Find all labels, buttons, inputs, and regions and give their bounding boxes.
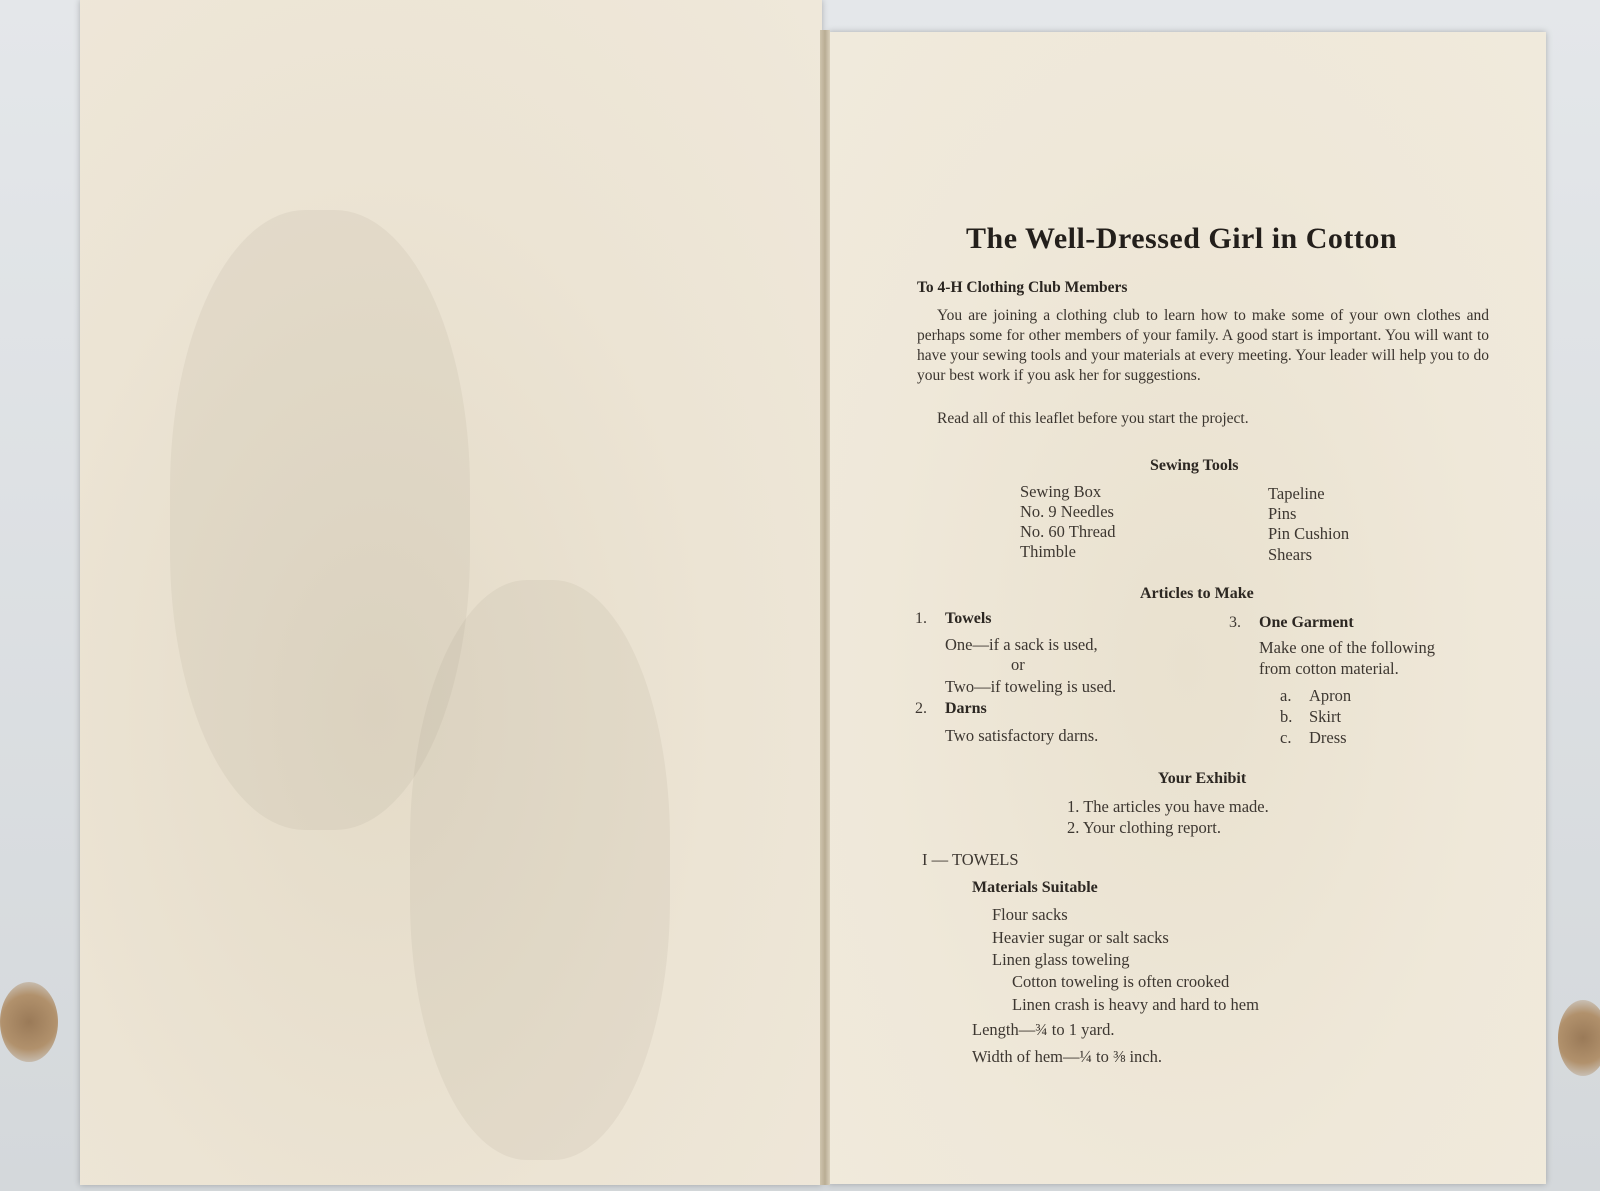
article-title-towels: Towels (945, 610, 992, 627)
article-number: 1. (915, 610, 927, 627)
tool-item-left: Sewing Box (1020, 482, 1102, 501)
garment-option-label: Dress (1309, 728, 1347, 747)
tool-item-left: Thimble (1020, 542, 1076, 561)
garment-option-label: Skirt (1309, 707, 1342, 726)
garment-option-letter: c. (1280, 728, 1292, 747)
exhibit-item: 1. The articles you have made. (1067, 797, 1269, 816)
material-note: Cotton toweling is often crooked (1012, 972, 1230, 991)
article-detail-or: or (1011, 655, 1025, 674)
garment-option-letter: b. (1280, 707, 1293, 726)
garment-option-letter: a. (1280, 686, 1292, 705)
intro-paragraph: You are joining a clothing club to learn how to make some of your own clothes and perhaps some for other members of your family. A good start is important. You will want to have your sewing tools and your materials at every meeting. Your leader will help you to do your best work if you ask her for suggestions. (917, 307, 1489, 384)
material-item: Flour sacks (992, 905, 1068, 924)
article-detail: Two—if toweling is used. (945, 677, 1117, 696)
left-page-shadow-lower (410, 580, 670, 1160)
tool-item-right: Pin Cushion (1268, 524, 1350, 543)
left-corner-stain (0, 982, 58, 1062)
tool-item-right: Pins (1268, 504, 1297, 523)
exhibit-heading: Your Exhibit (1158, 770, 1247, 787)
hem-width: Width of hem—¼ to ⅜ inch. (972, 1047, 1162, 1066)
article-title-darns: Darns (945, 700, 987, 717)
intro-heading: To 4-H Clothing Club Members (917, 279, 1128, 296)
section-heading-towels: I — TOWELS (922, 850, 1019, 869)
exhibit-item: 2. Your clothing report. (1067, 818, 1221, 837)
article-detail: One—if a sack is used, (945, 635, 1098, 654)
intro-note: Read all of this leaflet before you start the project. (937, 410, 1249, 427)
material-item: Linen glass toweling (992, 950, 1130, 969)
article-number: 2. (915, 700, 927, 717)
article-detail: Make one of the following (1259, 638, 1435, 657)
tool-item-left: No. 60 Thread (1020, 522, 1116, 541)
article-detail: from cotton material. (1259, 659, 1399, 678)
sewing-tools-heading: Sewing Tools (1150, 457, 1239, 474)
material-item: Heavier sugar or salt sacks (992, 928, 1169, 947)
tool-item-right: Shears (1268, 545, 1312, 564)
article-detail: Two satisfactory darns. (945, 726, 1099, 745)
garment-option-label: Apron (1309, 686, 1352, 705)
material-note: Linen crash is heavy and hard to hem (1012, 995, 1259, 1014)
towel-length: Length—¾ to 1 yard. (972, 1020, 1115, 1039)
article-number: 3. (1229, 614, 1241, 631)
document-title: The Well-Dressed Girl in Cotton (966, 222, 1398, 255)
articles-heading: Articles to Make (1140, 585, 1254, 602)
article-title-garment: One Garment (1259, 614, 1354, 631)
materials-subheading: Materials Suitable (972, 879, 1098, 896)
right-corner-stain (1558, 1000, 1600, 1076)
tool-item-left: No. 9 Needles (1020, 502, 1114, 521)
tool-item-right: Tapeline (1268, 484, 1325, 503)
booklet-spine (820, 30, 830, 1185)
